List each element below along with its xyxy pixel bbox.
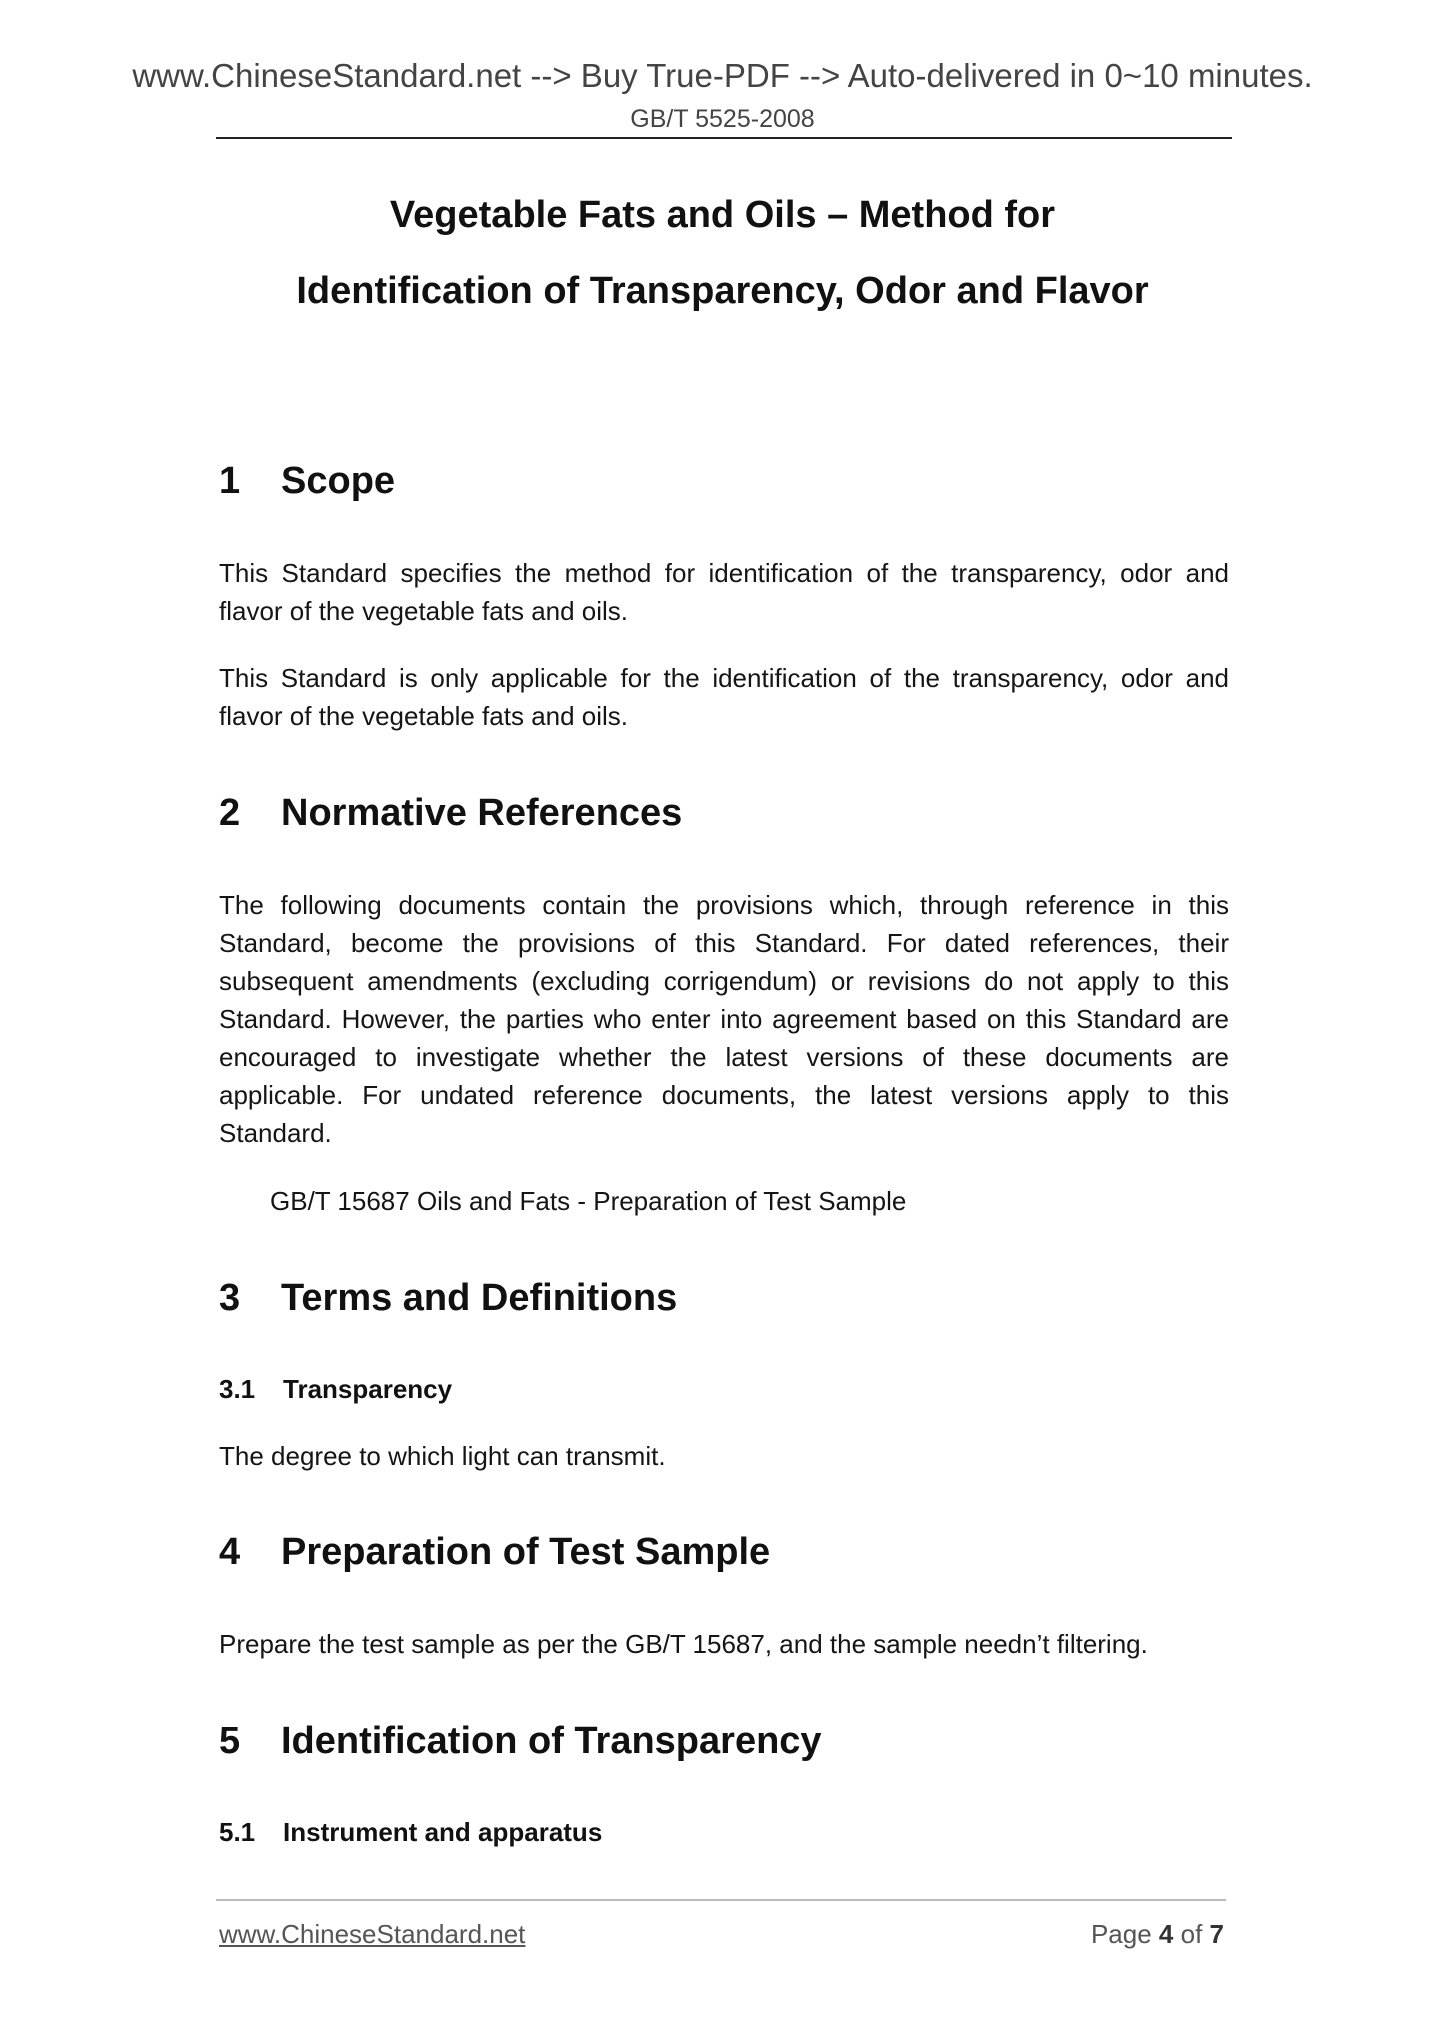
document-title-line-2: Identification of Transparency, Odor and Flavor: [296, 270, 1149, 312]
header-divider: [216, 137, 1232, 139]
document-title-line-1: Vegetable Fats and Oils – Method for: [389, 194, 1056, 236]
section-number: 1: [219, 460, 241, 502]
subsection-number: 3.1: [219, 1374, 256, 1404]
document-code: GB/T 5525-2008: [630, 105, 815, 133]
section-number: 3: [219, 1277, 241, 1319]
transparency-definition: The degree to which light can transmit.: [219, 1441, 666, 1471]
section-number: 5: [219, 1720, 241, 1762]
scope-paragraph-1: This Standard specifies the method for identification of the transparency, odor and flavor of the vegetable fats and oils.: [219, 558, 1229, 626]
section-3-heading: [219, 1275, 677, 1321]
normative-references-paragraph: The following documents contain the provisions which, through reference in this Standard, become the provisions of this Standard. For dated references, their subsequent amendments (excluding corrigendum) or revisions do not apply to this Standard. However, the parties who enter into agreement based on this Standard are encouraged to investigate whether the latest versions of these documents are applicable. For undated reference documents, the latest versions apply to this Standard.: [219, 890, 1229, 1148]
scope-paragraph-2: This Standard is only applicable for the identification of the transparency, odor and flavor of the vegetable fats and oils.: [219, 663, 1229, 731]
section-number: 4: [219, 1531, 241, 1573]
header-banner[interactable]: www.ChineseStandard.net --> Buy True-PDF --> Auto-delivered in 0~10 minutes.: [132, 57, 1313, 94]
test-sample-paragraph: Prepare the test sample as per the GB/T 15687, and the sample needn’t filtering.: [219, 1629, 1148, 1659]
subsection-title: Transparency: [283, 1374, 453, 1404]
section-title: Terms and Definitions: [281, 1277, 678, 1319]
section-number: 2: [219, 792, 241, 834]
footer-website-link[interactable]: www.ChineseStandard.net: [219, 1919, 526, 1949]
page-prefix: Page: [1090, 1919, 1159, 1949]
page-total: 7: [1209, 1919, 1224, 1949]
section-title: Scope: [281, 460, 396, 502]
subsection-5-1-heading: [219, 1816, 602, 1848]
section-2-heading: [219, 790, 682, 836]
section-4-heading: [219, 1529, 770, 1575]
subsection-3-1-heading: [219, 1373, 452, 1405]
section-title: Normative References: [281, 792, 683, 834]
page-current: 4: [1158, 1919, 1174, 1949]
reference-item: GB/T 15687 Oils and Fats - Preparation of Test Sample: [270, 1186, 907, 1216]
subsection-title: Instrument and apparatus: [283, 1817, 603, 1847]
section-title: Identification of Transparency: [281, 1720, 822, 1762]
section-5-heading: [219, 1718, 822, 1764]
section-title: Preparation of Test Sample: [281, 1531, 771, 1573]
page-indicator: [1091, 1918, 1224, 1950]
page-of: of: [1173, 1919, 1210, 1949]
footer-divider: [216, 1899, 1226, 1901]
subsection-number: 5.1: [219, 1817, 256, 1847]
section-1-heading: [219, 458, 395, 504]
